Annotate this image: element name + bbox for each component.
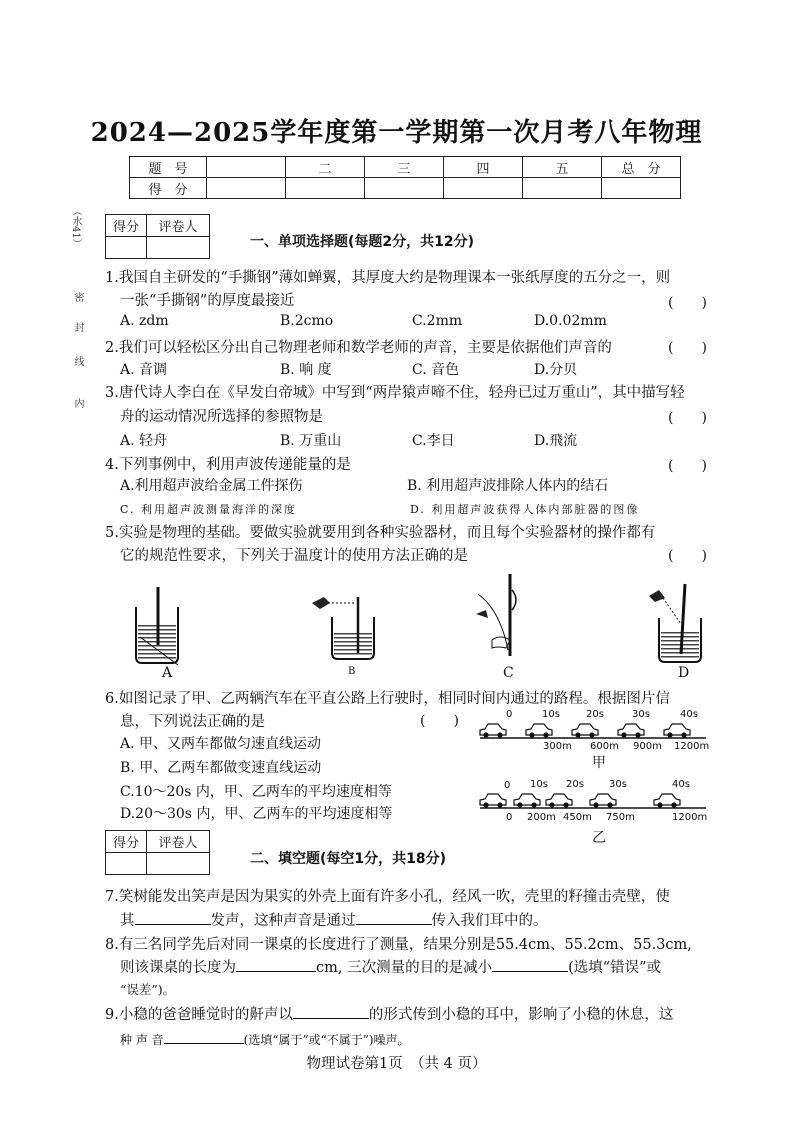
page-footer: 物理试卷第1页 （共 4 页）	[306, 1056, 487, 1072]
time-label: 40s	[672, 779, 690, 790]
answer-paren[interactable]: ( )	[668, 340, 707, 356]
question-1-text: 1.我国自主研发的“手撕钢”薄如蝉翼，其厚度大约是物理课本一张纸厚度的五分之一，则	[105, 270, 671, 286]
car-icon	[480, 724, 506, 738]
car-icon	[572, 724, 598, 738]
answer-paren[interactable]: ( )	[668, 295, 707, 311]
question-7-line	[120, 909, 548, 930]
text: (选填“属于”或“不属于”)噪声。	[243, 1033, 410, 1047]
thermometer-figure-c	[470, 570, 540, 660]
option-b: B. 响 度	[280, 362, 332, 378]
option-a: A. 轻舟	[120, 433, 168, 449]
grader-reviewer-label: 评卷人	[147, 215, 210, 237]
grader-score-label: 得分	[106, 215, 147, 237]
car-icon	[546, 794, 572, 808]
answer-paren[interactable]: ( )	[668, 548, 707, 564]
question-6-text: 息，下列说法正确的是	[120, 714, 265, 730]
score-input-cell[interactable]	[365, 178, 444, 199]
car-icon	[514, 794, 540, 808]
thermometer-figure-d	[645, 584, 715, 664]
figure-label-yi: 乙	[592, 830, 606, 846]
distance-label: 600m	[590, 741, 619, 752]
side-mark: 封	[72, 322, 83, 332]
fill-blank[interactable]	[164, 1029, 244, 1044]
score-cell: 二	[286, 157, 365, 178]
grader-box	[105, 830, 210, 875]
distance-label: 900m	[633, 741, 662, 752]
time-label: 20s	[566, 779, 584, 790]
score-cell: 总 分	[602, 157, 681, 178]
distance-label: 450m	[563, 812, 592, 823]
question-8-text: “误差”)。	[120, 982, 176, 997]
option-b: B. 甲、乙两车都做变速直线运动	[120, 760, 322, 776]
score-cell: 五	[523, 157, 602, 178]
option-c: C.2mm	[412, 313, 463, 329]
option-a: A.利用超声波给金属工件探伤	[120, 478, 303, 494]
grader-score-cell[interactable]	[106, 853, 147, 875]
text: 的形式传到小稳的耳中，影响了小稳的休息，这	[368, 1007, 674, 1023]
car-icon	[590, 794, 616, 808]
option-d: D.分贝	[534, 362, 578, 378]
score-cell: 三	[365, 157, 444, 178]
distance-label: 1200m	[672, 812, 708, 823]
fill-blank[interactable]	[492, 957, 568, 972]
score-input-cell[interactable]	[523, 178, 602, 199]
road-yi	[478, 788, 708, 812]
text: 其	[120, 913, 135, 929]
time-label: 20s	[586, 709, 604, 720]
exam-title: 2024—2025学年度第一学期第一次月考八年物理	[90, 118, 703, 148]
score-cell	[207, 157, 286, 178]
fill-blank[interactable]	[293, 1004, 369, 1019]
section-heading: 二、填空题(每空1分，共18分)	[250, 851, 447, 867]
text: 则该课桌的长度为	[120, 960, 236, 976]
grader-score-cell[interactable]	[106, 237, 147, 259]
text: 发声，这种声音是通过	[210, 913, 356, 929]
side-mark: 密	[72, 292, 83, 302]
side-mark: 内	[72, 398, 83, 408]
question-3-text: 3.唐代诗人李白在《早发白帝城》中写到“两岸猿声啼不住，轻舟已过万重山”，其中描写轻	[105, 385, 685, 401]
fill-blank[interactable]	[135, 910, 211, 925]
option-c: C. 音色	[412, 362, 460, 378]
option-b: B.2cmo	[280, 313, 334, 329]
car-icon	[480, 794, 506, 808]
score-cell: 题 号	[130, 157, 207, 178]
score-input-cell[interactable]	[286, 178, 365, 199]
thermometer-figure-a	[128, 585, 188, 665]
grader-reviewer-label: 评卷人	[147, 831, 210, 853]
thermometer-figure-b	[310, 593, 380, 663]
grader-reviewer-cell[interactable]	[147, 237, 210, 259]
question-5-text: 5.实验是物理的基础。要做实验就要用到各种实验器材，而且每个实验器材的操作都有	[105, 525, 656, 541]
option-b: B. 万重山	[280, 433, 342, 449]
option-b: B. 利用超声波排除人体内的结石	[407, 478, 609, 494]
option-d: D.20～30s 内，甲、乙两车的平均速度相等	[120, 806, 393, 822]
figure-label-a: A	[162, 665, 173, 681]
score-cell: 四	[444, 157, 523, 178]
option-d: D. 利用超声波获得人体内部脏器的图像	[410, 503, 640, 516]
time-label: 30s	[609, 779, 627, 790]
car-icon	[654, 794, 680, 808]
question-9-line	[105, 1003, 673, 1024]
text: 种 声 音	[120, 1033, 164, 1047]
option-a: A. 甲、又两车都做匀速直线运动	[120, 736, 322, 752]
side-mark: （水41）	[70, 206, 81, 249]
text: cm, 三次测量的目的是减小	[316, 960, 493, 976]
question-8-line	[120, 956, 661, 977]
figure-label-b: B	[348, 666, 356, 677]
option-d: D.飛流	[534, 433, 578, 449]
distance-label: 200m	[527, 812, 556, 823]
distance-label: 0	[506, 812, 513, 823]
option-c: C. 利用超声波测量海洋的深度	[120, 503, 298, 516]
grader-score-label: 得分	[106, 831, 147, 853]
answer-paren[interactable]: ( )	[668, 458, 707, 474]
question-2-text: 2.我们可以轻松区分出自己物理老师和数学老师的声音，主要是依据他们声音的	[105, 340, 612, 356]
question-7-text: 7.笑树能发出笑声是因为果实的外壳上面有许多小孔，经风一吹，壳里的籽撞击壳壁，使	[105, 889, 670, 905]
answer-paren[interactable]: ( )	[668, 410, 707, 426]
option-c: C.10～20s 内，甲、乙两车的平均速度相等	[120, 784, 392, 800]
figure-label-jia: 甲	[592, 755, 606, 771]
time-label: 40s	[680, 709, 698, 720]
car-icon	[526, 724, 552, 738]
fill-blank[interactable]	[236, 957, 316, 972]
distance-label: 300m	[543, 741, 572, 752]
question-8-text: 8.有三名同学先后对同一课桌的长度进行了测量，结果分别是55.4cm、55.2cm、55.3cm,	[105, 937, 692, 953]
question-9-line	[120, 1029, 410, 1048]
score-input-cell[interactable]	[602, 178, 681, 199]
time-label: 10s	[530, 779, 548, 790]
question-3-text: 舟的运动情况所选择的参照物是	[120, 409, 323, 425]
option-a: A. 音调	[120, 362, 168, 378]
road-jia	[478, 718, 708, 742]
distance-label: 750m	[606, 812, 635, 823]
car-icon	[618, 724, 644, 738]
question-6-text: 6.如图记录了甲、乙两辆汽车在平直公路上行驶时，相同时间内通过的路程。根据图片信	[105, 691, 670, 707]
car-icon	[664, 724, 690, 738]
time-label: 10s	[542, 709, 560, 720]
figure-label-d: D	[678, 665, 690, 681]
score-table-header-row	[130, 157, 681, 178]
fill-blank[interactable]	[356, 910, 432, 925]
answer-paren[interactable]: ( )	[420, 713, 459, 729]
grader-box	[105, 214, 210, 259]
time-label: 0	[506, 709, 513, 720]
option-c: C.李日	[412, 433, 455, 449]
question-1-text: 一张“手撕钢”的厚度最接近	[120, 293, 295, 309]
time-label: 30s	[632, 709, 650, 720]
text: (选填“错误”或	[568, 960, 662, 976]
side-mark: 线	[72, 356, 83, 366]
score-cell: 得 分	[130, 178, 207, 199]
option-d: D.0.02mm	[534, 313, 607, 329]
text: 9.小稳的爸爸睡觉时的鼾声以	[105, 1007, 293, 1023]
question-5-text: 它的规范性要求，下列关于温度计的使用方法正确的是	[120, 548, 468, 564]
time-label: 0	[504, 780, 511, 791]
option-a: A. zdm	[120, 313, 169, 329]
figure-label-c: C	[503, 665, 514, 681]
question-4-text: 4.下列事例中，利用声波传递能量的是	[105, 457, 351, 473]
text: 传入我们耳中的。	[431, 913, 548, 929]
score-input-cell[interactable]	[207, 178, 286, 199]
distance-label: 1200m	[674, 741, 710, 752]
score-table	[129, 156, 681, 199]
score-input-cell[interactable]	[444, 178, 523, 199]
section-heading: 一、单项选择题(每题2分，共12分)	[250, 234, 475, 250]
grader-reviewer-cell[interactable]	[147, 853, 210, 875]
score-table-score-row	[130, 178, 681, 199]
